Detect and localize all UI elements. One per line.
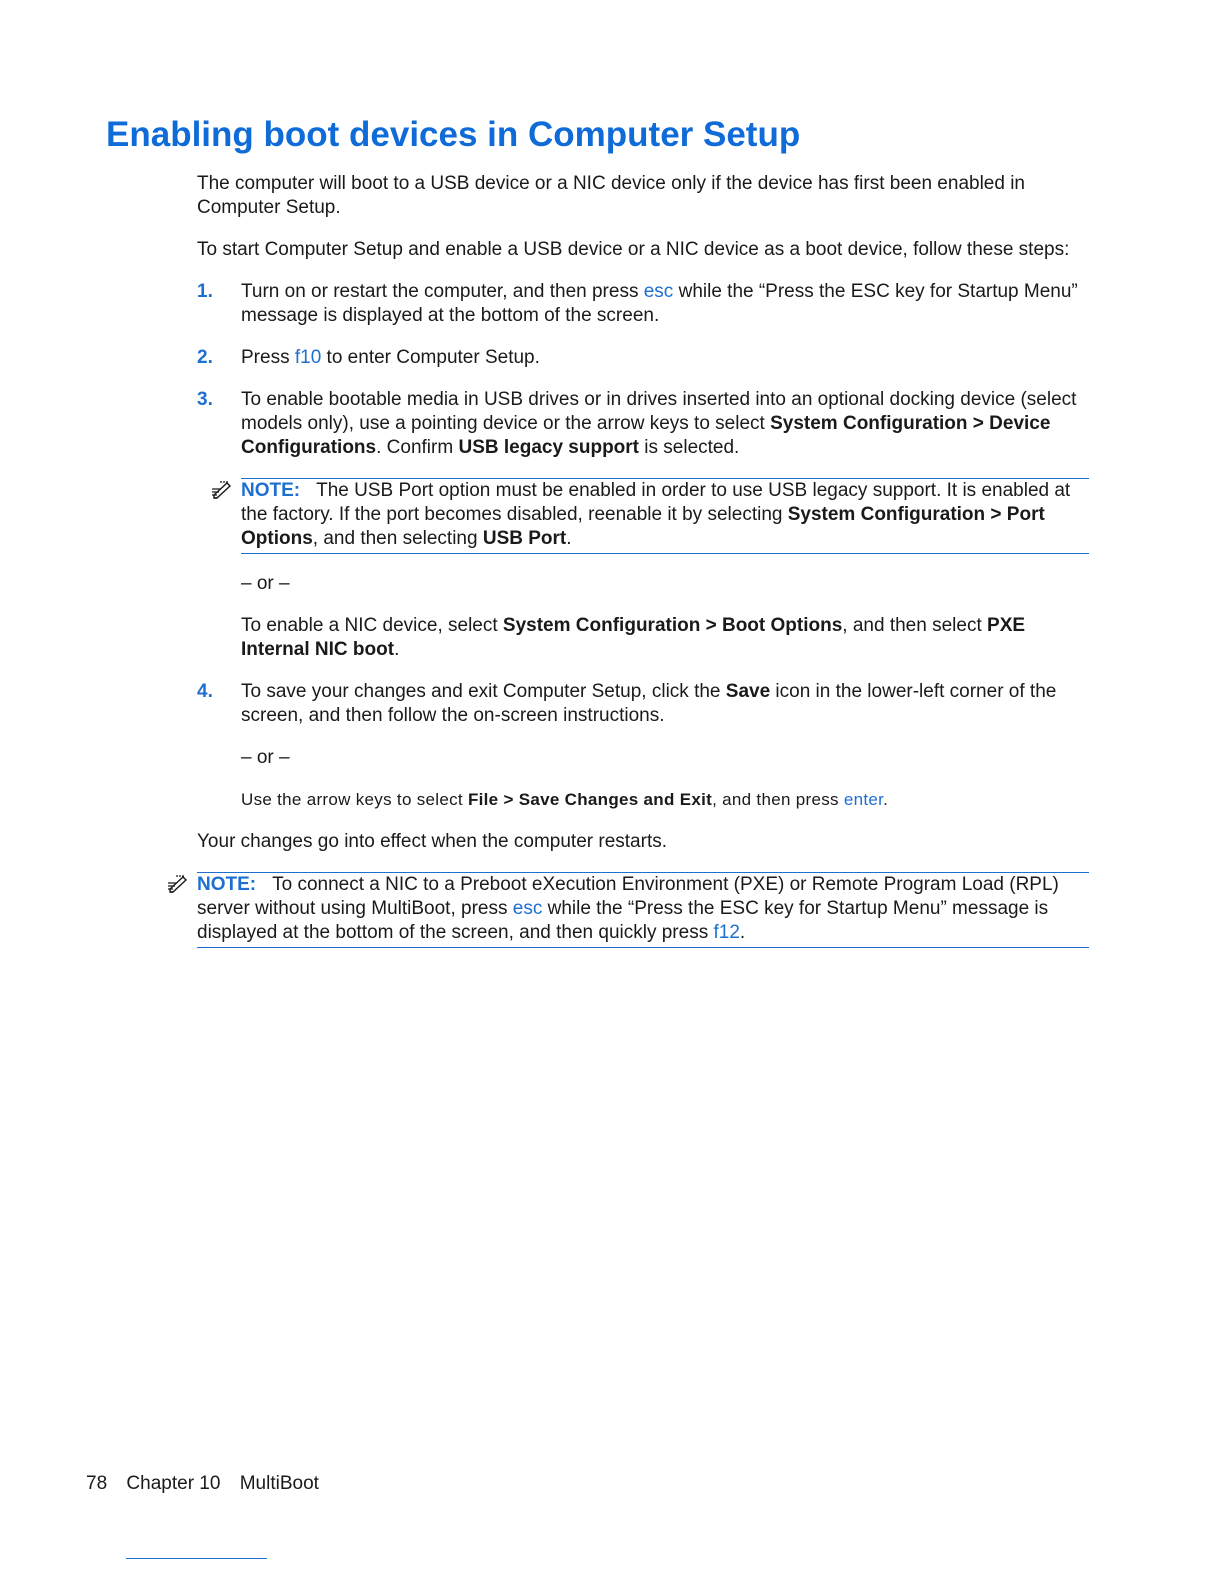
step-text-part: . Confirm <box>376 437 459 458</box>
note-box <box>241 478 1089 554</box>
alternative-text <box>241 614 1089 662</box>
step-text <box>241 280 1089 328</box>
alt-text-part: . <box>394 639 400 660</box>
alternative-text <box>241 788 1089 812</box>
page-footer <box>86 1472 333 1496</box>
step-number: 2. <box>197 347 213 368</box>
final-note-box <box>197 872 1089 948</box>
note-text-part: To connect a NIC to a Preboot eXecution Environment (PXE) or Remote Program Load (RPL) server without using MultiBoot, press <box>197 874 1059 919</box>
step-4 <box>197 680 1089 812</box>
note-text-part: The USB Port option must be enabled in order to use USB legacy support. It is enabled at the factory. If the port becomes disabled, reenable it by selecting <box>241 480 1071 525</box>
step-text-part: Press <box>241 347 295 368</box>
alt-text-part: To enable a NIC device, select <box>241 615 503 636</box>
key-name: f12 <box>713 922 740 943</box>
key-name: f10 <box>294 347 322 368</box>
step-text-part: to enter Computer Setup. <box>321 347 540 368</box>
note-text-part: . <box>739 922 746 943</box>
note-label: NOTE: <box>197 874 257 895</box>
menu-path: System Configuration > Device Configurations <box>241 413 1051 458</box>
note-pencil-icon <box>211 480 237 502</box>
menu-path: System Configuration > Boot Options <box>502 615 843 636</box>
note-pencil-icon <box>167 874 193 896</box>
closing-paragraph: Your changes go into effect when the computer restarts. <box>197 831 668 852</box>
step-3 <box>197 388 1089 662</box>
alt-text-part: , and then press <box>712 790 844 809</box>
setting-name: USB Port <box>482 528 567 549</box>
step-text-part: while the “Press the ESC key for Startup Menu” message is displayed at the bottom of the screen. <box>241 281 1078 326</box>
steps-list <box>197 280 1089 812</box>
step-2 <box>197 346 1089 370</box>
menu-path: System Configuration > Port Options <box>241 504 1045 549</box>
setting-name: PXE Internal NIC boot <box>241 615 1026 660</box>
note-text-part: , and then selecting <box>312 528 483 549</box>
page-number: 78 <box>86 1473 108 1494</box>
step-text-part: To enable bootable media in USB drives or in drives inserted into an optional docking device (select models only), use a pointing device or the arrow keys to select <box>241 389 1077 434</box>
step-text-part: To save your changes and exit Computer Setup, click the <box>241 681 726 702</box>
main-content <box>197 172 1089 966</box>
step-text-part: icon in the lower-left corner of the screen, and then follow the on-screen instructions. <box>241 681 1057 726</box>
or-separator: – or – <box>241 573 290 594</box>
alt-text-part: . <box>883 790 889 809</box>
step-1 <box>197 280 1089 328</box>
chapter-title: MultiBoot <box>239 1473 319 1494</box>
step-text <box>241 346 1089 370</box>
step-text <box>241 388 1089 460</box>
menu-path: File > Save Changes and Exit <box>467 790 713 809</box>
key-name: enter <box>843 790 884 809</box>
setting-name: USB legacy support <box>458 437 640 458</box>
step-number: 4. <box>197 681 213 702</box>
alt-text-part: , and then select <box>842 615 988 636</box>
icon-name: Save <box>725 681 771 702</box>
chapter-label: Chapter 10 <box>126 1473 221 1494</box>
note-label: NOTE: <box>241 480 301 501</box>
key-name: esc <box>512 898 543 919</box>
intro-paragraph-1: The computer will boot to a USB device or a NIC device only if the device has first been enabled in Computer Setup. <box>197 173 1025 218</box>
key-name: esc <box>643 281 674 302</box>
note-text-part: while the “Press the ESC key for Startup Menu” message is displayed at the bottom of the screen, and then quickly press <box>197 898 1049 943</box>
step-number: 1. <box>197 281 213 302</box>
step-text <box>241 680 1089 728</box>
alt-text-part: Use the arrow keys to select <box>241 790 468 809</box>
step-number: 3. <box>197 389 213 410</box>
intro-paragraph-2: To start Computer Setup and enable a USB device or a NIC device as a boot device, follow these steps: <box>197 239 1070 260</box>
note-text-part: . <box>566 528 572 549</box>
step-text-part: is selected. <box>639 437 740 458</box>
note-text <box>241 479 1089 551</box>
step-text-part: Turn on or restart the computer, and then press <box>241 281 644 302</box>
footer-rule <box>126 1558 267 1559</box>
note-text <box>197 873 1089 945</box>
or-separator: – or – <box>241 747 290 768</box>
page-title: Enabling boot devices in Computer Setup <box>106 115 801 154</box>
